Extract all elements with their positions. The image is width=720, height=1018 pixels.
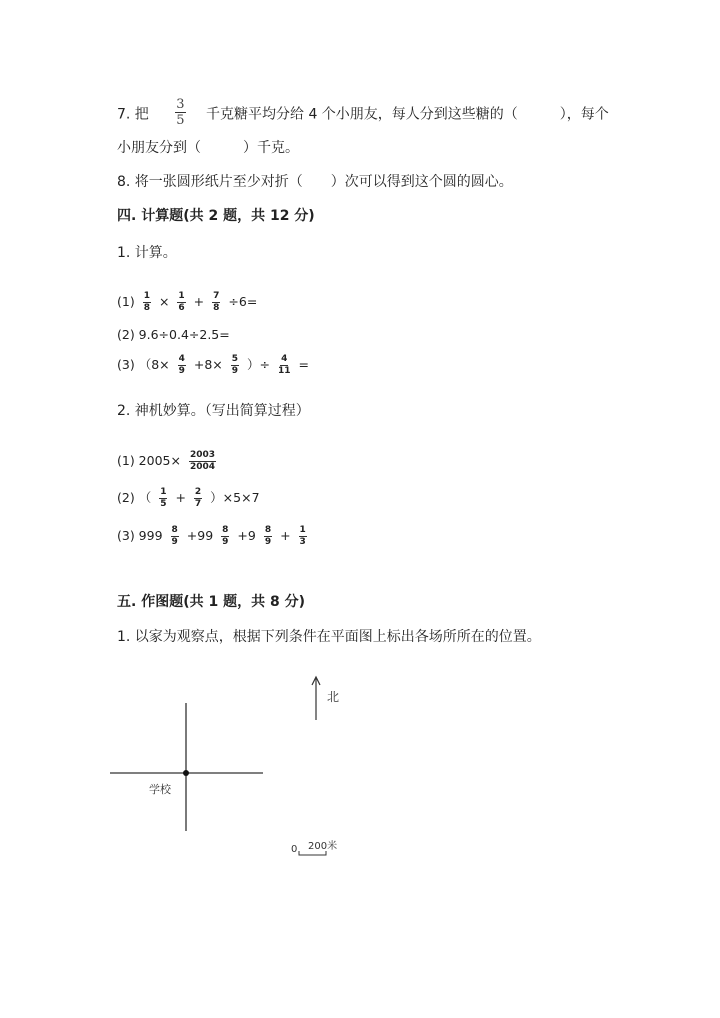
s4-p1-item1: (1) $\frac{1}{8}$ × $\frac{1}{6}$ + $\frac{7}{8}$ ÷6= (117, 291, 258, 313)
q7-line1-rest: 千克糖平均分给 4 个小朋友，每人分到这些糖的（ ），每个 (206, 106, 609, 123)
school-label: 学校 (149, 783, 171, 796)
s5-p1-title: 1. 以家为观察点，根据下列条件在平面图上标出各场所所在的位置。 (117, 629, 541, 645)
q7-line1 (117, 97, 609, 129)
q7-line2: 小朋友分到（ ）千克。 (117, 140, 299, 156)
s4-p1-title: 1. 计算。 (117, 245, 177, 261)
north-label: 北 (327, 690, 340, 704)
origin-dot (183, 770, 189, 776)
scale-label: 200米 (308, 841, 338, 852)
section4-title: 四. 计算题(共 2 题，共 12 分) (117, 208, 315, 224)
q8-text: 8. 将一张圆形纸片至少对折（ ）次可以得到这个圆的圆心。 (117, 174, 513, 190)
s4-p2-item2: (2) （ $\frac{1}{5}$ + $\frac{2}{7}$ ）×5×7 (117, 487, 260, 509)
s4-p1-item2: (2) 9.6÷0.4÷2.5= (117, 327, 230, 342)
scale-zero: 0 (291, 844, 298, 855)
q7-prefix: 7. 把 (117, 106, 149, 123)
s4-p1-item3: (3) （8× $\frac{4}{9}$ +8× $\frac{5}{9}$ ）÷ $\frac{4}{11}$ = (117, 354, 309, 376)
map-figure (100, 665, 360, 865)
q7-fraction: $\frac{3}{5}$ (176, 97, 185, 128)
s4-p2-item1: (1) 2005× $\frac{2003}{2004}$ (117, 450, 216, 472)
section5-title: 五. 作图题(共 1 题，共 8 分) (117, 594, 305, 610)
s4-p2-title: 2. 神机妙算。（写出简算过程） (117, 403, 310, 419)
s4-p2-item3: (3) 999 $\frac{8}{9}$ +99 $\frac{8}{9}$ +9 $\frac{8}{9}$ + $\frac{1}{3}$ (117, 525, 306, 547)
